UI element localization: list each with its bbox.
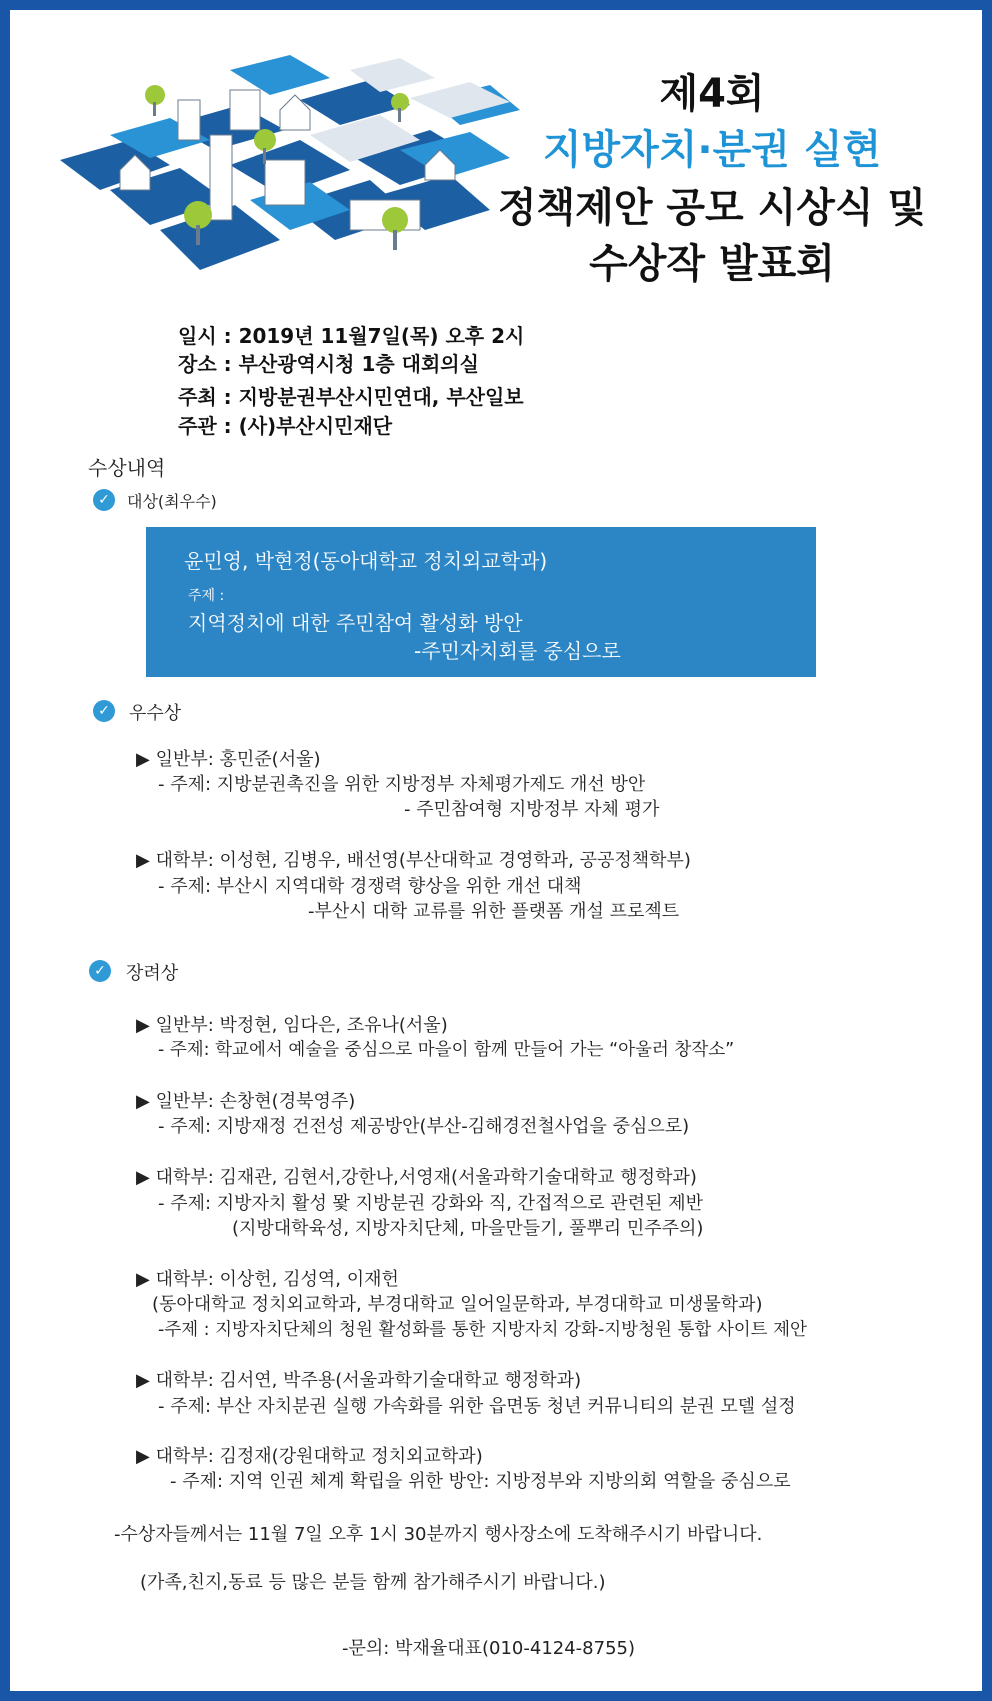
excellence-topic: - 주제: 부산시 지역대학 경쟁력 향상을 위한 개선 대책	[158, 876, 582, 897]
encouragement-entry: ▶ 일반부: 박정현, 임다은, 조유나(서울)	[136, 1015, 448, 1036]
title-event: 정책제안 공모 시상식 및	[497, 185, 927, 231]
grand-prize-subtopic: -주민자치회를 중심으로	[414, 639, 621, 663]
encouragement-entry: ▶ 대학부: 김서연, 박주용(서울과학기술대학교 행정학과)	[136, 1370, 582, 1391]
info-host: 주최 : 지방분권부산시민연대, 부산일보	[178, 385, 524, 409]
arrival-notice: -수상자들께서는 11월 7일 오후 1시 30분까지 행사장소에 도착해주시기 바랍니다.	[114, 1524, 763, 1545]
grand-prize-winners: 윤민영, 박현정(동아대학교 정치외교학과)	[184, 549, 548, 573]
grand-prize-label: 대상(최우수)	[127, 492, 217, 511]
check-icon: ✓	[93, 489, 115, 511]
city-illustration	[50, 40, 540, 290]
awards-title: 수상내역	[88, 456, 166, 480]
check-icon: ✓	[89, 960, 111, 982]
contact-info: -문의: 박재율대표(010-4124-8755)	[342, 1638, 636, 1659]
check-icon: ✓	[93, 700, 115, 722]
encouragement-topic: -주제 : 지방자치단체의 청원 활성화를 통한 지방자치 강화-지방청원 통합 사이트 제안	[158, 1320, 807, 1340]
title-event-cont: 수상작 발표회	[589, 241, 835, 287]
excellence-topic: - 주제: 지방분권촉진을 위한 지방정부 자체평가제도 개선 방안	[158, 774, 646, 795]
excellence-subtopic: -부산시 대학 교류를 위한 플랫폼 개설 프로젝트	[308, 901, 680, 922]
excellence-subtopic: - 주민참여형 지방정부 자체 평가	[404, 799, 660, 820]
info-organizer: 주관 : (사)부산시민재단	[178, 414, 393, 438]
excellence-label: 우수상	[129, 703, 182, 724]
encouragement-topic-detail: (지방대학육성, 지방자치단체, 마을만들기, 풀뿌리 민주주의)	[232, 1218, 704, 1239]
excellence-entry: ▶ 대학부: 이성현, 김병우, 배선영(부산대학교 경영학과, 공공정책학부)	[136, 850, 691, 871]
encouragement-entry: ▶ 대학부: 김재관, 김현서,강한나,서영재(서울과학기술대학교 행정학과)	[136, 1167, 697, 1188]
encouragement-entry: ▶ 일반부: 손창현(경북영주)	[136, 1091, 356, 1112]
info-venue: 장소 : 부산광역시청 1층 대회의실	[178, 352, 479, 376]
grand-prize-topic: 지역정치에 대한 주민참여 활성화 방안	[188, 611, 523, 635]
excellence-entry: ▶ 일반부: 홍민준(서울)	[136, 749, 321, 770]
encouragement-topic: - 주제: 지방재정 건전성 제공방안(부산-김해경전철사업을 중심으로)	[158, 1116, 690, 1137]
grand-prize-topic-label: 주제 :	[188, 588, 225, 604]
encouragement-affiliation: (동아대학교 정치외교학과, 부경대학교 일어일문학과, 부경대학교 미생물학과)	[152, 1294, 763, 1315]
title-theme: 지방자치·분권 실현	[542, 127, 882, 173]
info-date: 일시 : 2019년 11월7일(목) 오후 2시	[178, 324, 525, 348]
encouragement-topic: - 주제: 부산 자치분권 실행 가속화를 위한 읍면동 청년 커뮤니티의 분권 모델 설정	[158, 1396, 796, 1417]
title-edition: 제4회	[659, 71, 765, 117]
invitation-note: (가족,친지,동료 등 많은 분들 함께 참가해주시기 바랍니다.)	[140, 1572, 606, 1593]
encouragement-label: 장려상	[126, 963, 179, 984]
encouragement-topic: - 주제: 학교에서 예술을 중심으로 마을이 함께 만들어 가는 “아울러 창작소”	[158, 1040, 735, 1060]
grand-prize-box	[146, 527, 816, 677]
encouragement-entry: ▶ 대학부: 김정재(강원대학교 정치외교학과)	[136, 1446, 483, 1467]
encouragement-topic: - 주제: 지역 인권 체계 확립을 위한 방안: 지방정부와 지방의회 역할을 중심으로	[170, 1471, 791, 1492]
encouragement-topic: - 주제: 지방자치 활성 뫛 지방분권 강화와 직, 간접적으로 관련된 제반	[158, 1193, 703, 1214]
encouragement-entry: ▶ 대학부: 이상헌, 김성역, 이재헌	[136, 1269, 399, 1290]
